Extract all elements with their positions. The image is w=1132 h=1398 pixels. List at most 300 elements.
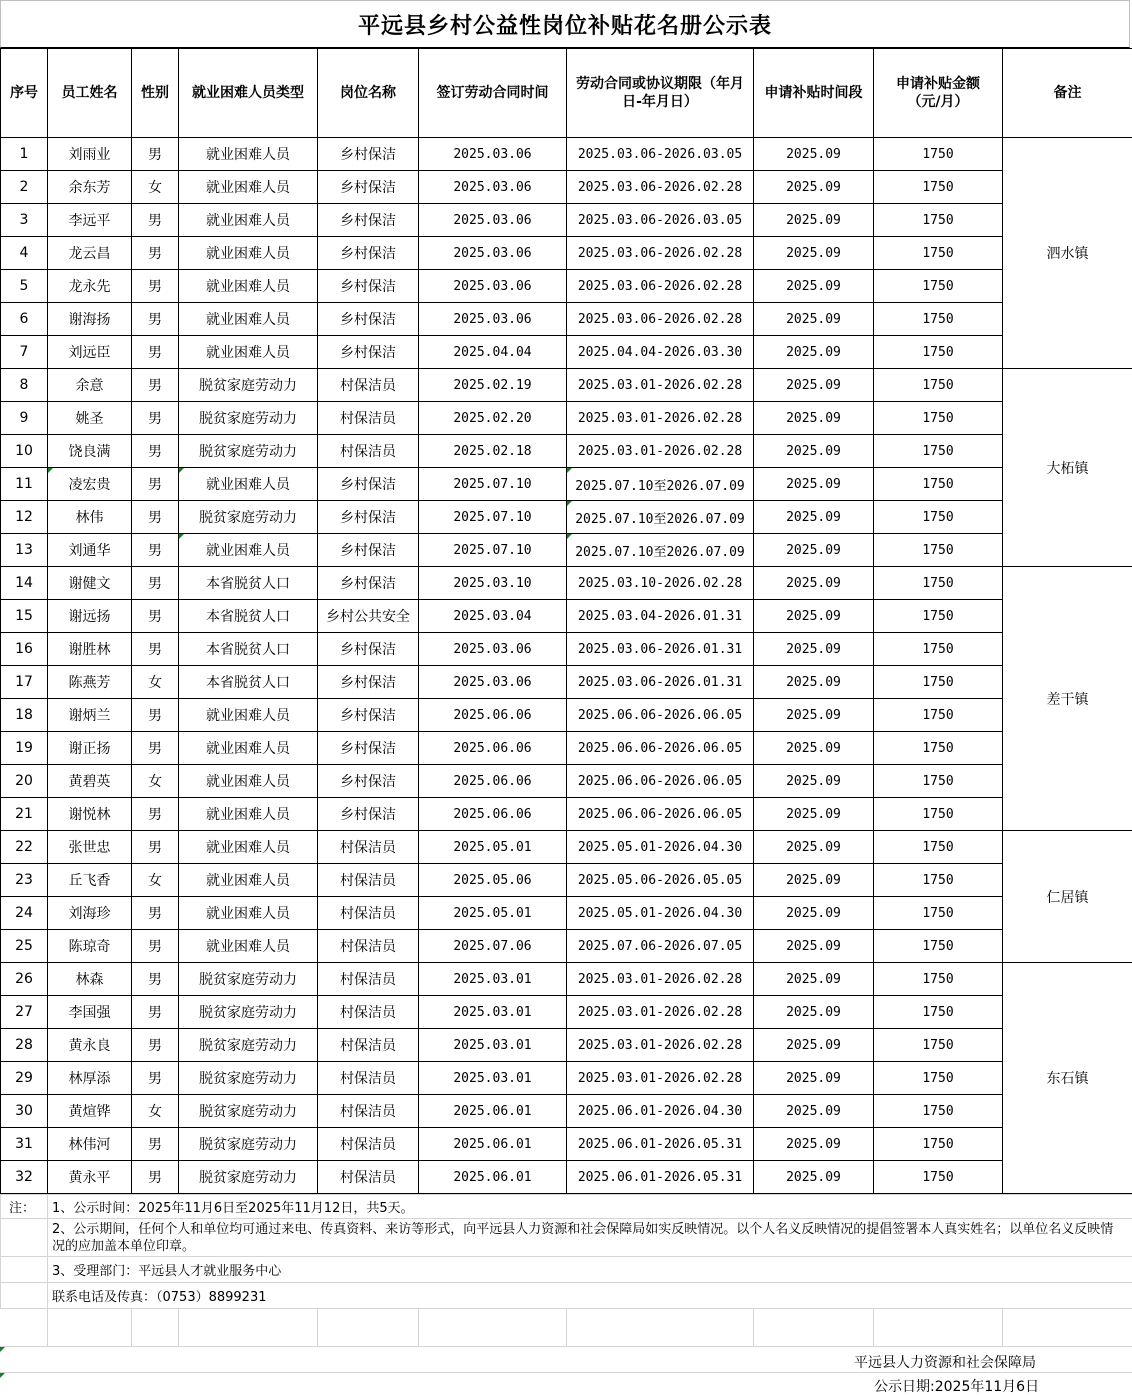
cell-category: 脱贫家庭劳动力 — [179, 402, 318, 435]
cell-gender: 男 — [132, 567, 179, 600]
cell-gender: 女 — [132, 765, 179, 798]
cell-post: 村保洁员 — [318, 963, 419, 996]
notes-prefix: 注： — [1, 1195, 48, 1219]
cell-remark-town: 差干镇 — [1003, 567, 1132, 831]
cell-subsidy-amount: 1750 — [874, 996, 1003, 1029]
cell-seq-no: 25 — [1, 930, 48, 963]
table-row — [1, 732, 1132, 765]
cell-category: 本省脱贫人口 — [179, 567, 318, 600]
cell-contract-term: 2025.06.06-2026.06.05 — [567, 798, 754, 831]
cell-subsidy-amount: 1750 — [874, 1095, 1003, 1128]
cell-category: 就业困难人员 — [179, 732, 318, 765]
notes-line-1: 1、公示时间：2025年11月6日至2025年11月12日，共5天。 — [48, 1195, 1132, 1219]
cell-subsidy-amount: 1750 — [874, 930, 1003, 963]
cell-seq-no: 8 — [1, 369, 48, 402]
cell-subsidy-period: 2025.09 — [754, 798, 874, 831]
cell-employee-name: 陈燕芳 — [48, 666, 132, 699]
cell-signed-date: 2025.07.10 — [419, 468, 567, 501]
cell-signed-date: 2025.07.10 — [419, 501, 567, 534]
cell-category: 脱贫家庭劳动力 — [179, 501, 318, 534]
cell-gender: 男 — [132, 237, 179, 270]
cell-employee-name: 丘飞香 — [48, 864, 132, 897]
cell-employee-name: 谢悦林 — [48, 798, 132, 831]
cell-category: 本省脱贫人口 — [179, 666, 318, 699]
cell-subsidy-amount: 1750 — [874, 1062, 1003, 1095]
cell-remark-town: 东石镇 — [1003, 963, 1132, 1194]
cell-seq-no: 14 — [1, 567, 48, 600]
cell-post: 乡村公共安全 — [318, 600, 419, 633]
cell-employee-name: 林伟 — [48, 501, 132, 534]
cell-seq-no: 31 — [1, 1128, 48, 1161]
table-row — [1, 468, 1132, 501]
cell-gender: 男 — [132, 402, 179, 435]
cell-signed-date: 2025.05.01 — [419, 897, 567, 930]
cell-employee-name: 李国强 — [48, 996, 132, 1029]
cell-post: 乡村保洁 — [318, 336, 419, 369]
cell-category: 就业困难人员 — [179, 303, 318, 336]
cell-contract-term: 2025.03.06-2026.01.31 — [567, 633, 754, 666]
cell-subsidy-amount: 1750 — [874, 864, 1003, 897]
cell-employee-name: 饶良满 — [48, 435, 132, 468]
cell-contract-term: 2025.03.06-2026.02.28 — [567, 303, 754, 336]
cell-gender: 男 — [132, 732, 179, 765]
cell-contract-term: 2025.07.06-2026.07.05 — [567, 930, 754, 963]
cell-gender: 女 — [132, 864, 179, 897]
cell-contract-term: 2025.05.06-2026.05.05 — [567, 864, 754, 897]
col-header-period: 申请补贴时间段 — [754, 49, 874, 138]
cell-signed-date: 2025.05.06 — [419, 864, 567, 897]
table-row — [1, 1062, 1132, 1095]
cell-post: 乡村保洁 — [318, 303, 419, 336]
cell-employee-name: 刘雨业 — [48, 138, 132, 171]
cell-subsidy-period: 2025.09 — [754, 303, 874, 336]
cell-subsidy-amount: 1750 — [874, 765, 1003, 798]
cell-subsidy-period: 2025.09 — [754, 864, 874, 897]
cell-gender: 男 — [132, 468, 179, 501]
cell-category: 就业困难人员 — [179, 171, 318, 204]
cell-contract-term: 2025.06.01-2026.05.31 — [567, 1161, 754, 1194]
cell-subsidy-period: 2025.09 — [754, 369, 874, 402]
cell-subsidy-amount: 1750 — [874, 831, 1003, 864]
table-row — [1, 831, 1132, 864]
cell-post: 乡村保洁 — [318, 798, 419, 831]
cell-subsidy-amount: 1750 — [874, 171, 1003, 204]
cell-employee-name: 李远平 — [48, 204, 132, 237]
cell-seq-no: 22 — [1, 831, 48, 864]
cell-seq-no: 29 — [1, 1062, 48, 1095]
page-title: 平远县乡村公益性岗位补贴花名册公示表 — [0, 0, 1130, 48]
cell-gender: 女 — [132, 171, 179, 204]
cell-post: 乡村保洁 — [318, 501, 419, 534]
table-row — [1, 864, 1132, 897]
cell-subsidy-period: 2025.09 — [754, 1095, 874, 1128]
cell-post: 村保洁员 — [318, 1029, 419, 1062]
cell-signed-date: 2025.03.01 — [419, 1029, 567, 1062]
cell-gender: 男 — [132, 303, 179, 336]
cell-contract-term: 2025.03.06-2026.02.28 — [567, 171, 754, 204]
cell-employee-name: 林森 — [48, 963, 132, 996]
table-row — [1, 1095, 1132, 1128]
cell-subsidy-period: 2025.09 — [754, 336, 874, 369]
cell-employee-name: 陈琼奇 — [48, 930, 132, 963]
col-header-name: 员工姓名 — [48, 49, 132, 138]
cell-subsidy-amount: 1750 — [874, 600, 1003, 633]
cell-gender: 男 — [132, 1128, 179, 1161]
cell-contract-term: 2025.05.01-2026.04.30 — [567, 831, 754, 864]
cell-employee-name: 余意 — [48, 369, 132, 402]
table-row — [1, 963, 1132, 996]
cell-seq-no: 23 — [1, 864, 48, 897]
cell-employee-name: 谢正扬 — [48, 732, 132, 765]
cell-category: 就业困难人员 — [179, 798, 318, 831]
cell-signed-date: 2025.07.10 — [419, 534, 567, 567]
roster-table — [0, 48, 1132, 1194]
cell-subsidy-period: 2025.09 — [754, 897, 874, 930]
cell-gender: 男 — [132, 996, 179, 1029]
cell-subsidy-amount: 1750 — [874, 699, 1003, 732]
table-row — [1, 171, 1132, 204]
cell-employee-name: 林厚添 — [48, 1062, 132, 1095]
cell-post: 乡村保洁 — [318, 171, 419, 204]
cell-category: 就业困难人员 — [179, 204, 318, 237]
cell-employee-name: 刘海珍 — [48, 897, 132, 930]
cell-subsidy-period: 2025.09 — [754, 1128, 874, 1161]
cell-contract-term: 2025.07.10至2026.07.09 — [567, 534, 754, 567]
cell-seq-no: 16 — [1, 633, 48, 666]
cell-employee-name: 谢远扬 — [48, 600, 132, 633]
cell-gender: 女 — [132, 1095, 179, 1128]
cell-seq-no: 7 — [1, 336, 48, 369]
cell-subsidy-amount: 1750 — [874, 633, 1003, 666]
cell-gender: 男 — [132, 1062, 179, 1095]
table-row — [1, 402, 1132, 435]
cell-post: 村保洁员 — [318, 831, 419, 864]
cell-employee-name: 姚圣 — [48, 402, 132, 435]
cell-contract-term: 2025.07.10至2026.07.09 — [567, 468, 754, 501]
cell-signed-date: 2025.06.01 — [419, 1095, 567, 1128]
cell-contract-term: 2025.03.06-2026.03.05 — [567, 204, 754, 237]
cell-remark-town: 大柘镇 — [1003, 369, 1132, 567]
cell-seq-no: 12 — [1, 501, 48, 534]
cell-seq-no: 18 — [1, 699, 48, 732]
cell-subsidy-amount: 1750 — [874, 1029, 1003, 1062]
cell-subsidy-amount: 1750 — [874, 534, 1003, 567]
cell-contract-term: 2025.03.01-2026.02.28 — [567, 1062, 754, 1095]
table-body — [1, 138, 1132, 1194]
cell-gender: 男 — [132, 435, 179, 468]
cell-contract-term: 2025.05.01-2026.04.30 — [567, 897, 754, 930]
table-row — [1, 930, 1132, 963]
cell-signed-date: 2025.06.06 — [419, 798, 567, 831]
cell-contract-term: 2025.03.01-2026.02.28 — [567, 402, 754, 435]
table-row — [1, 897, 1132, 930]
cell-category: 脱贫家庭劳动力 — [179, 1161, 318, 1194]
cell-seq-no: 3 — [1, 204, 48, 237]
table-row — [1, 1029, 1132, 1062]
cell-post: 村保洁员 — [318, 897, 419, 930]
cell-subsidy-amount: 1750 — [874, 963, 1003, 996]
col-header-term: 劳动合同或协议期限（年月日-年月日） — [567, 49, 754, 138]
cell-signed-date: 2025.06.06 — [419, 732, 567, 765]
cell-subsidy-period: 2025.09 — [754, 237, 874, 270]
cell-flag-marker — [0, 1373, 5, 1378]
cell-gender: 男 — [132, 204, 179, 237]
cell-subsidy-amount: 1750 — [874, 336, 1003, 369]
cell-post: 村保洁员 — [318, 1062, 419, 1095]
cell-subsidy-amount: 1750 — [874, 732, 1003, 765]
cell-employee-name: 刘通华 — [48, 534, 132, 567]
table-row — [1, 303, 1132, 336]
cell-contract-term: 2025.06.01-2026.05.31 — [567, 1128, 754, 1161]
cell-post: 乡村保洁 — [318, 567, 419, 600]
cell-post: 村保洁员 — [318, 864, 419, 897]
table-row — [1, 1161, 1132, 1194]
cell-contract-term: 2025.07.10至2026.07.09 — [567, 501, 754, 534]
cell-signed-date: 2025.03.06 — [419, 270, 567, 303]
cell-signed-date: 2025.03.01 — [419, 963, 567, 996]
cell-subsidy-period: 2025.09 — [754, 831, 874, 864]
cell-gender: 男 — [132, 831, 179, 864]
cell-signed-date: 2025.05.01 — [419, 831, 567, 864]
col-header-post: 岗位名称 — [318, 49, 419, 138]
cell-seq-no: 2 — [1, 171, 48, 204]
table-row — [1, 204, 1132, 237]
col-header-remark: 备注 — [1003, 49, 1132, 138]
cell-post: 村保洁员 — [318, 402, 419, 435]
cell-post: 乡村保洁 — [318, 204, 419, 237]
cell-signed-date: 2025.06.01 — [419, 1128, 567, 1161]
cell-flag-marker — [0, 1347, 5, 1352]
cell-signed-date: 2025.02.20 — [419, 402, 567, 435]
cell-category: 脱贫家庭劳动力 — [179, 1095, 318, 1128]
cell-post: 乡村保洁 — [318, 633, 419, 666]
cell-subsidy-period: 2025.09 — [754, 171, 874, 204]
cell-category: 脱贫家庭劳动力 — [179, 369, 318, 402]
cell-subsidy-amount: 1750 — [874, 1128, 1003, 1161]
cell-subsidy-amount: 1750 — [874, 303, 1003, 336]
cell-subsidy-amount: 1750 — [874, 237, 1003, 270]
cell-category: 脱贫家庭劳动力 — [179, 1029, 318, 1062]
cell-remark-town: 仁居镇 — [1003, 831, 1132, 963]
cell-contract-term: 2025.06.01-2026.04.30 — [567, 1095, 754, 1128]
cell-gender: 男 — [132, 930, 179, 963]
cell-post: 村保洁员 — [318, 996, 419, 1029]
table-row — [1, 600, 1132, 633]
table-row — [1, 1128, 1132, 1161]
cell-signed-date: 2025.04.04 — [419, 336, 567, 369]
cell-category: 本省脱贫人口 — [179, 600, 318, 633]
cell-subsidy-amount: 1750 — [874, 402, 1003, 435]
cell-contract-term: 2025.04.04-2026.03.30 — [567, 336, 754, 369]
cell-contract-term: 2025.03.06-2026.02.28 — [567, 270, 754, 303]
cell-signed-date: 2025.03.06 — [419, 237, 567, 270]
cell-seq-no: 24 — [1, 897, 48, 930]
cell-subsidy-amount: 1750 — [874, 138, 1003, 171]
cell-subsidy-period: 2025.09 — [754, 534, 874, 567]
cell-signed-date: 2025.03.06 — [419, 303, 567, 336]
table-row — [1, 237, 1132, 270]
cell-gender: 男 — [132, 600, 179, 633]
cell-subsidy-period: 2025.09 — [754, 138, 874, 171]
cell-seq-no: 21 — [1, 798, 48, 831]
cell-contract-term: 2025.03.01-2026.02.28 — [567, 963, 754, 996]
cell-category: 就业困难人员 — [179, 930, 318, 963]
table-row — [1, 996, 1132, 1029]
cell-seq-no: 5 — [1, 270, 48, 303]
cell-signed-date: 2025.03.01 — [419, 996, 567, 1029]
cell-subsidy-period: 2025.09 — [754, 699, 874, 732]
cell-subsidy-period: 2025.09 — [754, 963, 874, 996]
cell-signed-date: 2025.03.06 — [419, 138, 567, 171]
cell-category: 就业困难人员 — [179, 534, 318, 567]
cell-seq-no: 4 — [1, 237, 48, 270]
cell-subsidy-period: 2025.09 — [754, 1161, 874, 1194]
cell-gender: 男 — [132, 270, 179, 303]
cell-post: 乡村保洁 — [318, 270, 419, 303]
cell-subsidy-period: 2025.09 — [754, 996, 874, 1029]
cell-subsidy-amount: 1750 — [874, 501, 1003, 534]
col-header-amount: 申请补贴金额（元/月） — [874, 49, 1003, 138]
cell-subsidy-period: 2025.09 — [754, 270, 874, 303]
cell-subsidy-period: 2025.09 — [754, 666, 874, 699]
cell-contract-term: 2025.03.01-2026.02.28 — [567, 1029, 754, 1062]
cell-post: 村保洁员 — [318, 1161, 419, 1194]
cell-category: 就业困难人员 — [179, 336, 318, 369]
cell-category: 本省脱贫人口 — [179, 633, 318, 666]
cell-contract-term: 2025.03.01-2026.02.28 — [567, 369, 754, 402]
cell-seq-no: 27 — [1, 996, 48, 1029]
col-header-type: 就业困难人员类型 — [179, 49, 318, 138]
cell-employee-name: 龙云昌 — [48, 237, 132, 270]
cell-subsidy-period: 2025.09 — [754, 732, 874, 765]
cell-category: 脱贫家庭劳动力 — [179, 1128, 318, 1161]
cell-gender: 男 — [132, 501, 179, 534]
cell-category: 就业困难人员 — [179, 699, 318, 732]
cell-seq-no: 30 — [1, 1095, 48, 1128]
cell-post: 乡村保洁 — [318, 237, 419, 270]
cell-signed-date: 2025.03.01 — [419, 1062, 567, 1095]
cell-signed-date: 2025.03.10 — [419, 567, 567, 600]
cell-remark-town: 泗水镇 — [1003, 138, 1132, 369]
table-row — [1, 666, 1132, 699]
cell-contract-term: 2025.03.06-2026.03.05 — [567, 138, 754, 171]
cell-subsidy-amount: 1750 — [874, 798, 1003, 831]
cell-subsidy-amount: 1750 — [874, 567, 1003, 600]
cell-subsidy-period: 2025.09 — [754, 204, 874, 237]
cell-signed-date: 2025.02.19 — [419, 369, 567, 402]
table-row — [1, 567, 1132, 600]
table-row — [1, 270, 1132, 303]
table-row — [1, 501, 1132, 534]
table-row — [1, 336, 1132, 369]
col-header-signed: 签订劳动合同时间 — [419, 49, 567, 138]
cell-contract-term: 2025.06.06-2026.06.05 — [567, 732, 754, 765]
notes-line-2: 2、公示期间，任何个人和单位均可通过来电、传真资料、来访等形式，向平远县人力资源和社会保障局如实反映情况。以个人名义反映情况的提倡签署本人真实姓名；以单位名义反映情况的应加盖本单位印章。 — [48, 1219, 1132, 1257]
cell-subsidy-period: 2025.09 — [754, 402, 874, 435]
cell-post: 村保洁员 — [318, 369, 419, 402]
cell-post: 乡村保洁 — [318, 468, 419, 501]
col-header-no: 序号 — [1, 49, 48, 138]
header-row — [1, 49, 1132, 138]
cell-category: 脱贫家庭劳动力 — [179, 435, 318, 468]
cell-contract-term: 2025.03.10-2026.02.28 — [567, 567, 754, 600]
cell-post: 村保洁员 — [318, 1095, 419, 1128]
cell-contract-term: 2025.06.06-2026.06.05 — [567, 765, 754, 798]
cell-signed-date: 2025.06.06 — [419, 699, 567, 732]
cell-category: 就业困难人员 — [179, 864, 318, 897]
cell-subsidy-amount: 1750 — [874, 369, 1003, 402]
cell-contract-term: 2025.03.06-2026.02.28 — [567, 237, 754, 270]
cell-gender: 男 — [132, 534, 179, 567]
cell-employee-name: 龙永先 — [48, 270, 132, 303]
cell-category: 就业困难人员 — [179, 237, 318, 270]
cell-gender: 男 — [132, 336, 179, 369]
cell-subsidy-period: 2025.09 — [754, 435, 874, 468]
cell-contract-term: 2025.03.01-2026.02.28 — [567, 996, 754, 1029]
cell-gender: 男 — [132, 699, 179, 732]
cell-category: 就业困难人员 — [179, 897, 318, 930]
cell-seq-no: 9 — [1, 402, 48, 435]
cell-signed-date: 2025.03.04 — [419, 600, 567, 633]
cell-seq-no: 10 — [1, 435, 48, 468]
cell-category: 就业困难人员 — [179, 468, 318, 501]
cell-seq-no: 13 — [1, 534, 48, 567]
cell-category: 就业困难人员 — [179, 765, 318, 798]
cell-employee-name: 刘远臣 — [48, 336, 132, 369]
table-row — [1, 435, 1132, 468]
cell-seq-no: 11 — [1, 468, 48, 501]
cell-seq-no: 32 — [1, 1161, 48, 1194]
cell-subsidy-amount: 1750 — [874, 204, 1003, 237]
cell-subsidy-amount: 1750 — [874, 468, 1003, 501]
cell-contract-term: 2025.03.04-2026.01.31 — [567, 600, 754, 633]
cell-gender: 男 — [132, 1161, 179, 1194]
table-row — [1, 369, 1132, 402]
cell-post: 村保洁员 — [318, 1128, 419, 1161]
cell-gender: 男 — [132, 1029, 179, 1062]
cell-subsidy-period: 2025.09 — [754, 765, 874, 798]
cell-subsidy-amount: 1750 — [874, 1161, 1003, 1194]
publication-date: 公示日期:2025年11月6日 — [874, 1379, 1040, 1395]
cell-gender: 男 — [132, 138, 179, 171]
cell-seq-no: 15 — [1, 600, 48, 633]
cell-subsidy-period: 2025.09 — [754, 468, 874, 501]
cell-subsidy-period: 2025.09 — [754, 1062, 874, 1095]
cell-signed-date: 2025.03.06 — [419, 171, 567, 204]
cell-seq-no: 20 — [1, 765, 48, 798]
cell-subsidy-period: 2025.09 — [754, 930, 874, 963]
cell-employee-name: 黄永平 — [48, 1161, 132, 1194]
cell-category: 脱贫家庭劳动力 — [179, 1062, 318, 1095]
cell-post: 乡村保洁 — [318, 138, 419, 171]
cell-contract-term: 2025.03.01-2026.02.28 — [567, 435, 754, 468]
cell-seq-no: 17 — [1, 666, 48, 699]
issuing-organization: 平远县人力资源和社会保障局 — [854, 1355, 1036, 1371]
cell-signed-date: 2025.07.06 — [419, 930, 567, 963]
cell-seq-no: 19 — [1, 732, 48, 765]
cell-subsidy-amount: 1750 — [874, 666, 1003, 699]
table-row — [1, 765, 1132, 798]
cell-signed-date: 2025.06.01 — [419, 1161, 567, 1194]
cell-employee-name: 黄煊铧 — [48, 1095, 132, 1128]
cell-seq-no: 26 — [1, 963, 48, 996]
cell-category: 就业困难人员 — [179, 831, 318, 864]
table-row — [1, 138, 1132, 171]
cell-post: 乡村保洁 — [318, 765, 419, 798]
cell-employee-name: 谢胜林 — [48, 633, 132, 666]
table-row — [1, 699, 1132, 732]
cell-post: 乡村保洁 — [318, 732, 419, 765]
